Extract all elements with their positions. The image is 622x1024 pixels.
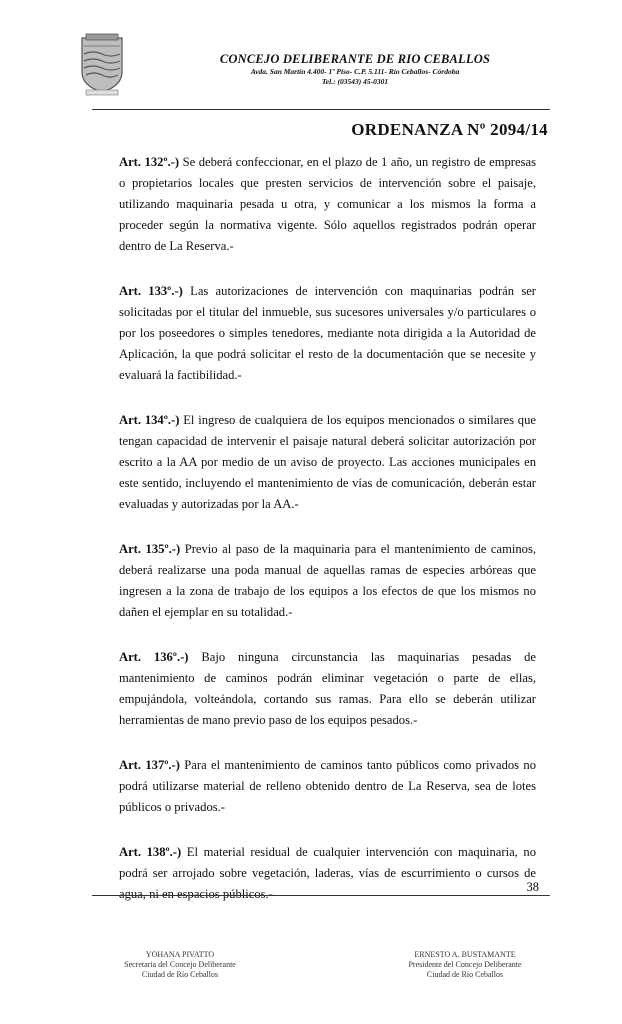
page-number: 38 [526,880,539,894]
article-label: Art. 132º.-) [119,155,180,169]
article-text: El ingreso de cualquiera de los equipos mencionados o similares que tengan capacidad de intervenir el paisaje natural deberá solicitar autorización por escrito a la AA por medio de un aviso de proyecto. Las acciones municipales en este sentido, incluyendo el mantenimiento de vías de comunicación, deberán estar evaluadas y autorizadas por la AA.- [119,413,536,511]
ordinance-title: ORDENANZA Nº 2094/14 [351,120,548,139]
document-body [119,152,536,929]
article-text: El material residual de cualquier intervención con maquinaria, no podrá ser arrojado sobre vegetación, laderas, vías de escurrimiento o cursos de agua, ni en espacios públicos.- [119,845,537,901]
letterhead-phone: Tel.: (03543) 45-0301 [321,77,389,86]
article-label: Art. 138º.-) [119,845,182,859]
signatory-name: ERNESTO A. BUSTAMANTE [414,950,516,959]
signatory-role: Secretaria del Concejo Deliberante [124,960,236,969]
article-136 [119,647,536,731]
footer-divider [92,895,550,896]
signatory-place: Ciudad de Río Ceballos [426,970,504,979]
signatory-role: Presidente del Concejo Deliberante [408,960,522,969]
article-label: Art. 135º.-) [119,542,181,556]
letterhead-title: CONCEJO DELIBERANTE DE RIO CEBALLOS [219,52,491,66]
letterhead-address: Avda. San Martín 4.400- 1º Piso- C.P. 5.111- Río Ceballos- Córdoba [250,67,460,76]
municipal-seal-logo [76,32,128,98]
article-text: Para el mantenimiento de caminos tanto públicos como privados no podrá utilizarse material de relleno obtenido dentro de La Reserva, sea de lotes públicos o privados.- [119,758,536,814]
signature-secretary [95,950,265,980]
article-text: Bajo ninguna circunstancia las maquinarias pesadas de mantenimiento de caminos podrán eliminar vegetación o parte de ellas, empujándola, volteándola, cortando sus ramas. Para ello se deberán utilizar herramientas de mano previo paso de los equipos pesados.- [119,650,536,727]
article-133 [119,281,536,386]
article-137 [119,755,536,818]
article-text: Las autorizaciones de intervención con maquinarias podrán ser solicitadas por el titular del inmueble, sus sucesores universales y/o particulares o por los poseedores o simples tenedores, mediante nota dirigida a la Autoridad de Aplicación, la que podrá solicitar el resto de la documentación que se necesite y evaluará la factibilidad.- [119,284,536,382]
article-label: Art. 136º.-) [119,650,189,664]
signatory-name: YOHANA PIVATTO [145,950,215,959]
signatory-place: Ciudad de Río Ceballos [141,970,219,979]
article-label: Art. 133º.-) [119,284,183,298]
article-text: Previo al paso de la maquinaria para el mantenimiento de caminos, deberá realizarse una poda manual de aquellas ramas de especies arbóreas que ingresen a la zona de trabajo de los equipos a los efectos de que los mismos no dañen el ejemplar en su totalidad.- [119,542,537,619]
signature-president [385,950,545,980]
article-135 [119,539,536,623]
article-132 [119,152,536,257]
article-label: Art. 134º.-) [119,413,180,427]
letterhead [138,52,572,87]
article-134 [119,410,536,515]
article-text: Se deberá confeccionar, en el plazo de 1 año, un registro de empresas o propietarios locales que presten servicios de intervención sobre el paisaje, utilizando maquinaria pesada u otra, y comunicar a los mismos la forma a proceder según la normativa vigente. Sólo aquellos registrados podrán operar dentro de La Reserva.- [119,155,536,253]
article-label: Art. 137º.-) [119,758,180,772]
header-divider [92,109,550,110]
